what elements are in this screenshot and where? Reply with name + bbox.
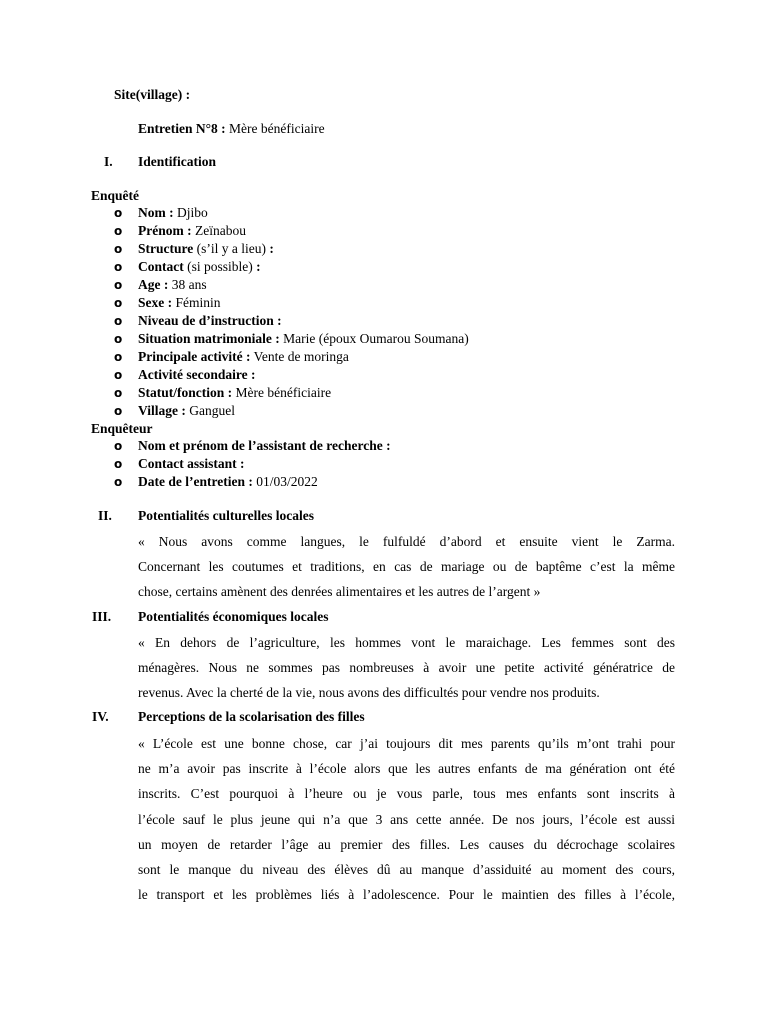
enquete-title: Enquêté bbox=[91, 188, 140, 203]
section-1-title: Identification bbox=[138, 154, 217, 169]
section-4-paragraph: « L’école est une bonne chose, car j’ai toujours dit mes parents qu’ils m’ont trahi pour ne m’a avoir pas inscrite à l’école alors que les autres enfants de ma génération ont été inscrits. C’est pourquoi à l’heure ou je vous parle, tous mes enfants sont inscrits à l’école sauf le plus jeune qui n’a que 3 ans cette année. De nos jours, l’école est aussi un moyen de retarder l’âge au premier des filles. Les causes du décrochage scolaires sont le manque du niveau des élèves dû au manque d’assiduité au moment des cours, le transport et les problèmes liés à l’adolescence. Pour le maintien des filles à l’école, bbox=[138, 736, 675, 903]
list-item: Contact (si possible) : bbox=[138, 259, 261, 274]
section-1-number: I. bbox=[104, 154, 113, 169]
section-2-title: Potentialités culturelles locales bbox=[138, 508, 314, 523]
list-item: Niveau de d’instruction : bbox=[138, 313, 282, 328]
bullet-icon: o bbox=[114, 242, 123, 256]
list-item: Structure (s’il y a lieu) : bbox=[138, 241, 274, 256]
list-item: Prénom : Zeïnabou bbox=[138, 223, 246, 238]
interview-line bbox=[138, 120, 325, 138]
bullet-icon: o bbox=[114, 404, 123, 418]
interview-value: Mère bénéficiaire bbox=[225, 121, 325, 136]
section-2-paragraph: « Nous avons comme langues, le fulfuldé d’abord et ensuite vient le Zarma. Concernant les coutumes et traditions, en cas de mariage ou de baptême c’est la même chose, certains amènent des denrées alimentaires et les autres de l’argent » bbox=[138, 534, 675, 600]
list-item: Date de l’entretien : 01/03/2022 bbox=[138, 474, 318, 489]
section-3-number: III. bbox=[92, 609, 112, 624]
list-item: Sexe : Féminin bbox=[138, 295, 221, 310]
section-4-title: Perceptions de la scolarisation des filles bbox=[138, 709, 365, 724]
bullet-icon: o bbox=[114, 206, 123, 220]
section-3-paragraph: « En dehors de l’agriculture, les hommes vont le maraichage. Les femmes sont des ménagères. Nous ne sommes pas nombreuses à avoir une petite activité génératrice de revenus. Avec la cherté de la vie, nous avons des difficultés pour vendre nos produits. bbox=[138, 635, 675, 701]
bullet-icon: o bbox=[114, 260, 123, 274]
list-item: Nom : Djibo bbox=[138, 205, 208, 220]
list-item: Statut/fonction : Mère bénéficiaire bbox=[138, 385, 332, 400]
bullet-icon: o bbox=[114, 296, 123, 310]
list-item: Activité secondaire : bbox=[138, 367, 256, 382]
list-item: Age : 38 ans bbox=[138, 277, 207, 292]
bullet-icon: o bbox=[114, 368, 123, 382]
section-2-number: II. bbox=[98, 508, 112, 523]
bullet-icon: o bbox=[114, 386, 123, 400]
bullet-icon: o bbox=[114, 332, 123, 346]
list-item: Nom et prénom de l’assistant de recherche : bbox=[138, 438, 391, 453]
enqueteur-title: Enquêteur bbox=[91, 421, 153, 436]
bullet-icon: o bbox=[114, 350, 123, 364]
bullet-icon: o bbox=[114, 439, 123, 453]
list-item: Situation matrimoniale : Marie (époux Oumarou Soumana) bbox=[138, 331, 469, 346]
section-4-number: IV. bbox=[92, 709, 109, 724]
bullet-icon: o bbox=[114, 457, 123, 471]
site-label: Site(village) : bbox=[114, 87, 191, 102]
bullet-icon: o bbox=[114, 314, 123, 328]
list-item: Principale activité : Vente de moringa bbox=[138, 349, 349, 364]
list-item: Village : Ganguel bbox=[138, 403, 235, 418]
bullet-icon: o bbox=[114, 224, 123, 238]
interview-label: Entretien N°8 : bbox=[138, 121, 226, 136]
bullet-icon: o bbox=[114, 475, 123, 489]
section-3-title: Potentialités économiques locales bbox=[138, 609, 329, 624]
list-item: Contact assistant : bbox=[138, 456, 245, 471]
bullet-icon: o bbox=[114, 278, 123, 292]
